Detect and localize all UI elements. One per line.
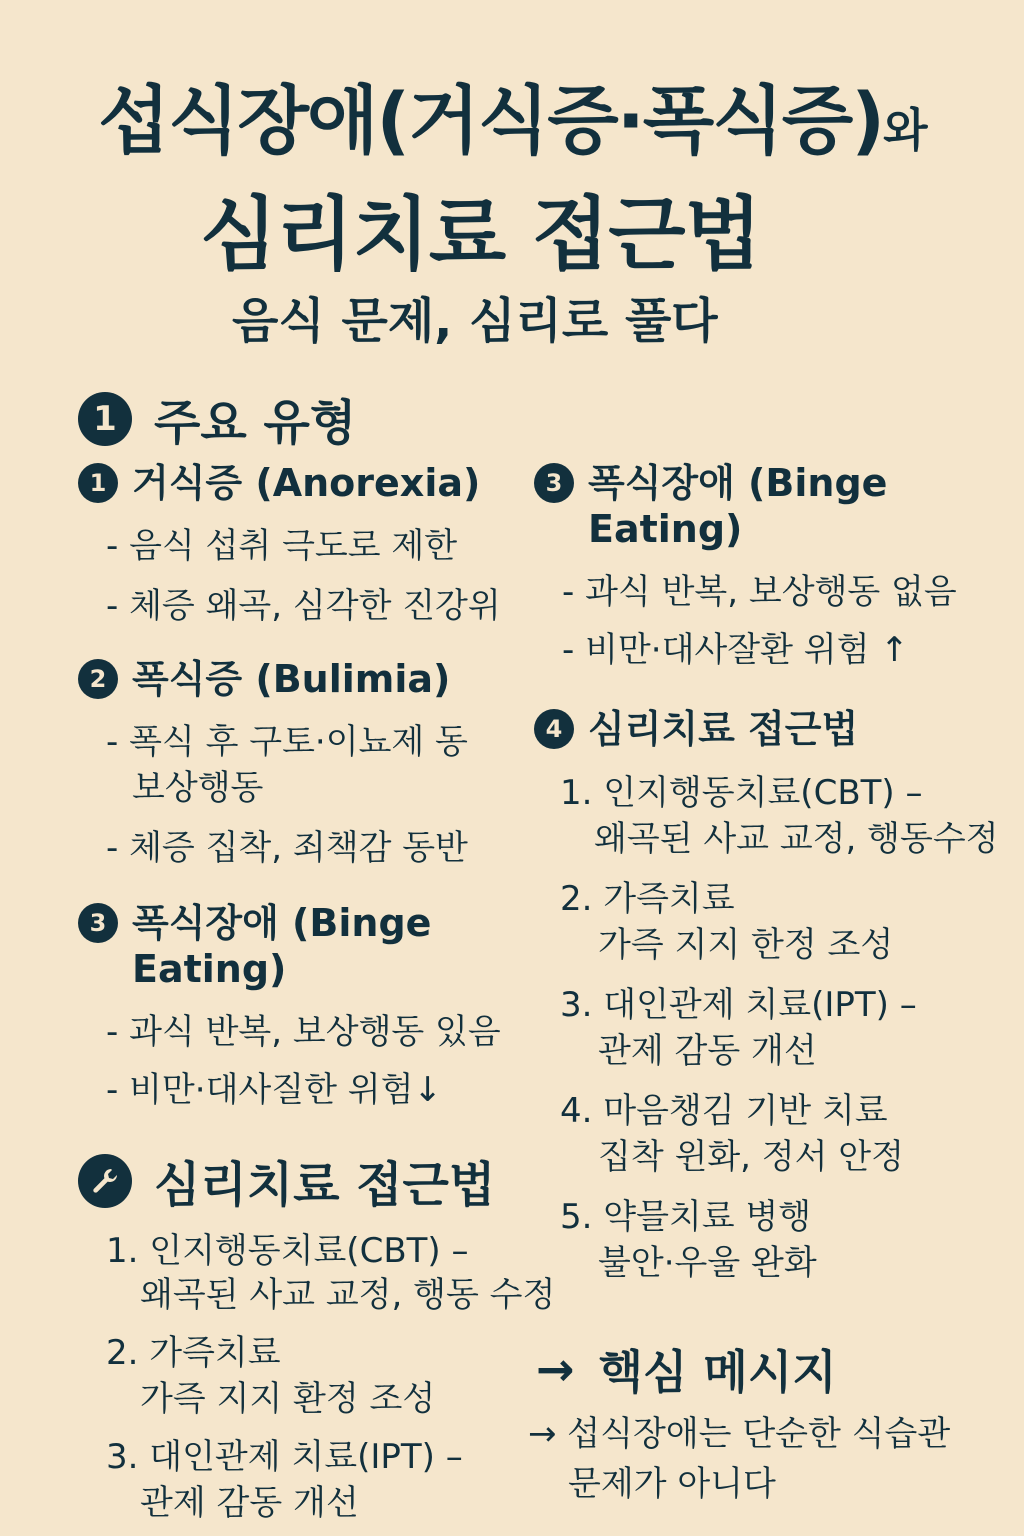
bulimia-heading (78, 656, 450, 702)
page-subtitle: 음식 문제, 심리로 풀다 (232, 293, 718, 349)
list-item: - 체증 집착, 죄책감 동반 (106, 828, 468, 868)
key-message-line: → 섭식장애는 단순한 식습관 (528, 1414, 951, 1454)
number-badge: 1 (78, 392, 132, 446)
binge-right-title: 폭식장애 (Binge Eating) (588, 461, 888, 551)
list-item: - 비만·대사질한 위험↓ (106, 1070, 442, 1110)
list-item: 불안·우울 완화 (598, 1243, 817, 1283)
section-types-title: 주요 유형 (154, 395, 357, 451)
key-message-line: 문제가 아니다 (568, 1464, 776, 1504)
list-item: - 과식 반복, 보상행동 없음 (562, 572, 957, 612)
anorexia-title: 거식증 (Anorexia) (132, 461, 481, 505)
therapy-left-heading (78, 1146, 495, 1215)
list-item: 3. 대인관제 치료(IPT) – (560, 985, 917, 1025)
therapy-right-title: 심리치료 접근법 (588, 707, 859, 751)
arrow-right-icon: → (536, 1342, 575, 1396)
binge-left-title: 폭식장애 (Binge Eating) (132, 901, 432, 991)
list-item: 3. 대인관제 치료(IPT) – (106, 1437, 463, 1477)
list-item: 왜곡된 사교 교정, 행동 수정 (140, 1275, 556, 1315)
page-title (0, 62, 1024, 168)
therapy-left-title: 심리치료 접근법 (154, 1157, 496, 1213)
list-item: 5. 약믈치료 병행 (560, 1197, 812, 1237)
section-types-heading (78, 384, 356, 453)
list-item: 4. 마음챙김 기반 치료 (560, 1091, 888, 1131)
list-item: 2. 가즉치료 (560, 879, 735, 919)
binge-right-heading (534, 460, 914, 552)
number-badge: 4 (534, 709, 574, 749)
wrench-icon (78, 1154, 132, 1208)
title-main: 섭식장애(거식증·폭식증) (98, 78, 884, 164)
anorexia-heading (78, 460, 480, 506)
list-item: 가즉 지지 한정 조성 (598, 925, 894, 965)
list-item: - 체증 왜곡, 심각한 진강위 (106, 586, 501, 626)
number-badge: 3 (534, 463, 574, 503)
therapy-right-heading (534, 706, 858, 752)
title-suffix: 와 (883, 103, 926, 157)
list-item: - 비만·대사잘환 위험 ↑ (562, 630, 909, 670)
list-item: 가즉 지지 환정 조성 (140, 1379, 436, 1419)
key-message-heading (536, 1336, 837, 1402)
number-badge: 1 (78, 463, 118, 503)
list-item: - 폭식 후 구토·이뇨제 동 (106, 722, 468, 762)
key-message-title: 핵심 메시지 (598, 1345, 837, 1399)
list-item: 2. 가즉치료 (106, 1333, 281, 1373)
list-item: - 과식 반복, 보상행동 있음 (106, 1012, 501, 1052)
list-item: - 음식 섭취 극도로 제한 (106, 526, 458, 566)
number-badge: 2 (78, 659, 118, 699)
list-item: 1. 인지행동치료(CBT) – (560, 773, 923, 813)
number-badge: 3 (78, 903, 118, 943)
list-item: 관제 감동 개선 (598, 1031, 817, 1071)
list-item: 1. 인지행동치료(CBT) – (106, 1231, 469, 1271)
list-item: 왜곡된 사교 교정, 행동수정 (594, 819, 999, 859)
list-item: 관제 감동 개선 (140, 1483, 359, 1523)
bulimia-title: 폭식증 (Bulimia) (132, 657, 451, 701)
page-title-line2: 심리치료 접근법 (200, 188, 761, 281)
list-item: 집착 윈화, 정서 안정 (598, 1137, 904, 1177)
list-item: 보상행동 (132, 768, 264, 808)
binge-left-heading (78, 900, 458, 992)
